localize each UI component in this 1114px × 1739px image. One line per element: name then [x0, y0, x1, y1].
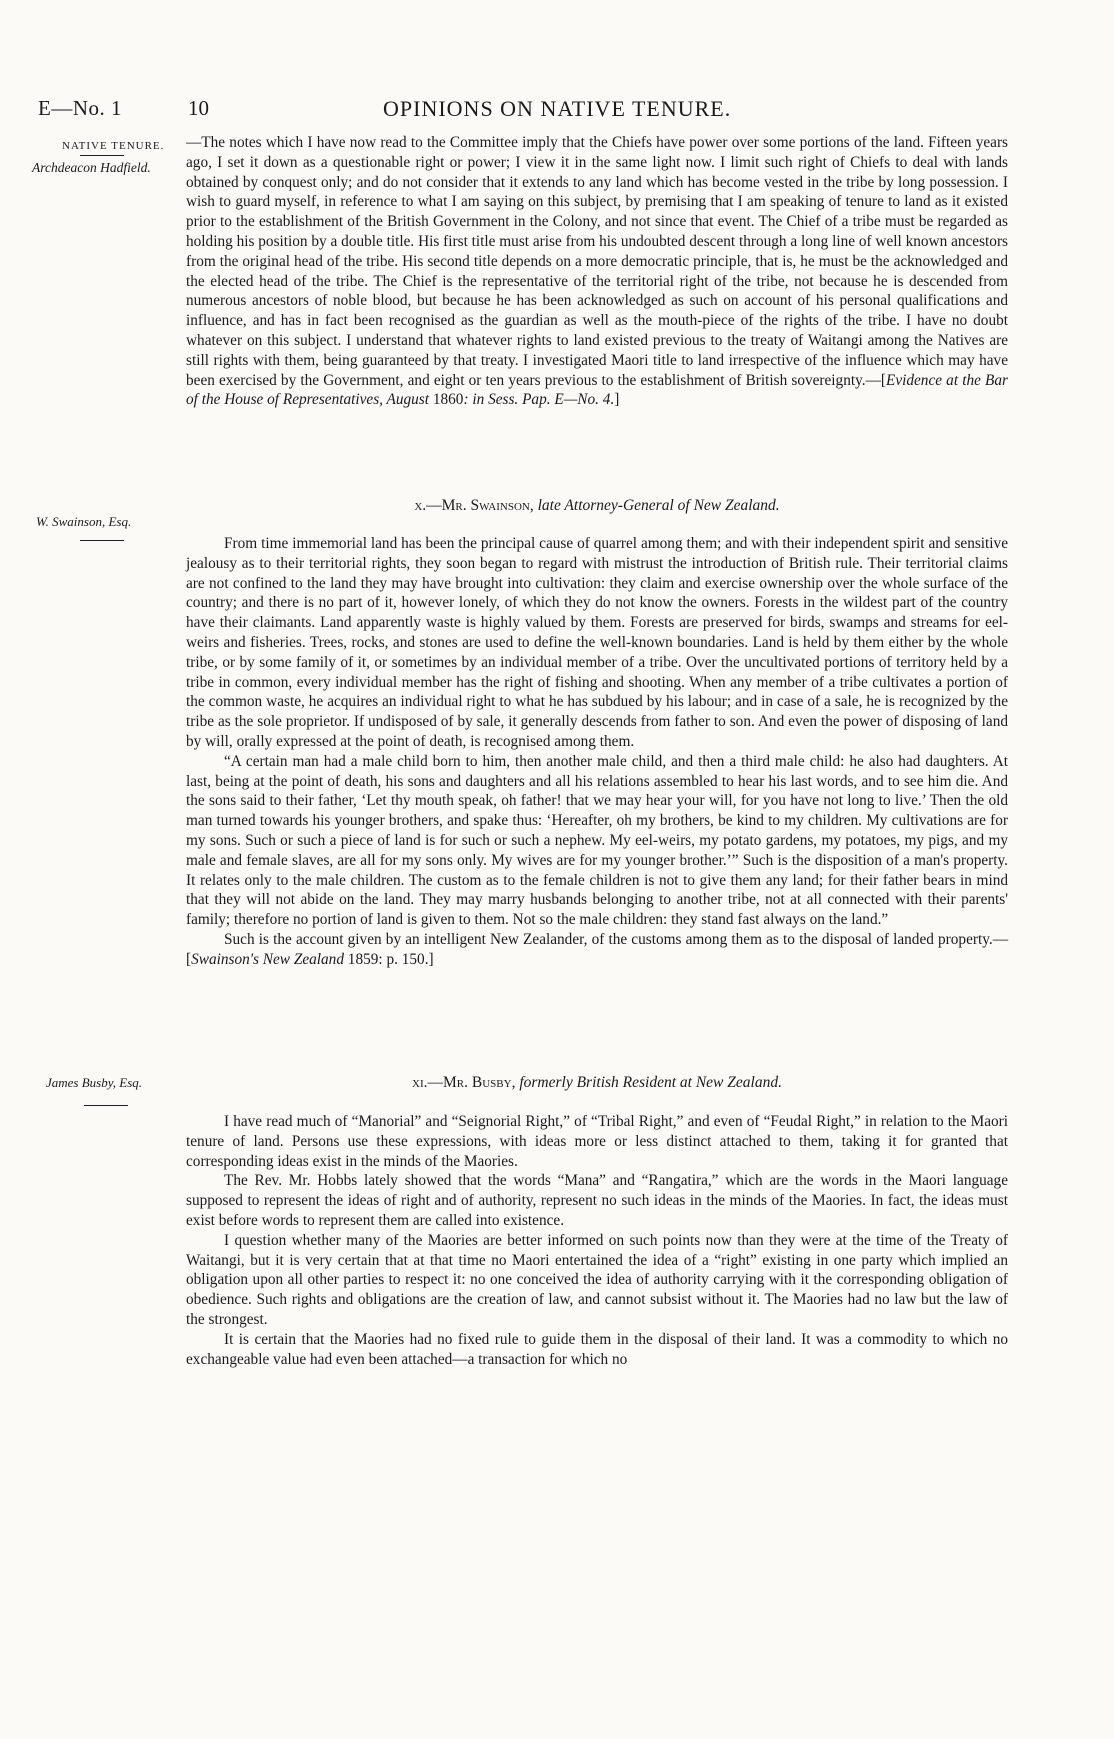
- page-number: 10: [188, 96, 209, 120]
- section-heading-swainson: x.—Mr. Swainson, late Attorney-General of New Zealand.: [414, 497, 780, 514]
- swainson-quotation: “A certain man had a male child born to him, then another male child, and then a third male child: he also had daughters. At last, being at the point of death, his sons and daughters and all his relations assembled to hear his last words, and to see him die. And the sons said to their father, ‘Let thy mouth speak, oh father! that we may hear your will, for you have not long to live.’ Then the old man turned towards his younger brothers, and spake thus: ‘Hereafter, oh my brothers, be kind to my children. My cultivations are for my sons. Such or such a piece of land is for such or such a nephew. My eel-weirs, my potato gardens, my potatoes, my pigs, and my male and female slaves, are all for my sons only. My wives are for my younger brother.’” Such is the disposition of a man's property. It relates only to the male children. The custom as to the female children is not to give them any land; for their father bears in mind that they will not abide on the land. They may marry husbands belonging to another tribe, not at all connected with their parents' family; therefore no portion of land is given to them. Not so the male children: they stand fast always on the land.”: [186, 752, 1008, 929]
- page-title: OPINIONS ON NATIVE TENURE.: [383, 96, 732, 121]
- swainson-paragraph: From time immemorial land has been the principal cause of quarrel among them; and with their independent spirit and sensitive jealousy as to their territorial rights, they soon began to regard with mistrust the introduction of British rule. Their territorial claims are not confined to the land they may have brought into cultivation: they claim and exercise ownership over the whole surface of the country; and there is no part of it, however lonely, of which they do not know the owners. Forests in the wildest part of the country have their claimants. Land apparently waste is highly valued by them. Forests are preserved for birds, swamps and streams for eel-weirs and fisheries. Trees, rocks, and stones are used to define the well-known boundaries. Land is held by them either by the whole tribe, or by some family of it, or sometimes by an individual member of a tribe. Over the uncultivated portions of territory held by a tribe in common, every individual member has the right of fishing and shooting. When any member of a tribe cultivates a portion of the common waste, he acquires an individual right to what he has subdued by his labour; and in case of a sale, he is recognized by the tribe as the sole proprietor. If undisposed of by sale, it generally descends from father to son. And even the power of disposing of land by will, orally expressed at the point of death, is recognised among them.: [186, 535, 1008, 750]
- swainson-citation: Swainson's New Zealand: [191, 950, 344, 968]
- hadfield-citation: Evidence at the Bar of the House of Representatives, August: [186, 371, 1009, 409]
- busby-paragraph: The Rev. Mr. Hobbs lately showed that the words “Mana” and “Rangatira,” which are the words in the Maori language supposed to represent the ideas of right and of authority, represent no such ideas in the minds of the Maories. In fact, the ideas must exist before words to represent them are called into existence.: [186, 1172, 1008, 1229]
- section-heading-busby: xi.—Mr. Busby, formerly British Resident at New Zealand.: [412, 1074, 782, 1091]
- busby-paragraph: I have read much of “Manorial” and “Seignorial Right,” of “Tribal Right,” and even of “Feudal Right,” in relation to the Maori tenure of land. Persons use these expressions, with ideas more or less distinct attached to them, taking it for granted that corresponding ideas exist in the minds of the Maories.: [186, 1113, 1008, 1170]
- swainson-paragraph: Such is the account given by an intelligent New Zealander, of the customs among them as to the disposal of landed property.—[Swainson's New Zealand 1859: p. 150.]: [186, 930, 1008, 968]
- busby-text: [186, 1112, 1008, 1369]
- margin-rule: [84, 1105, 128, 1106]
- hadfield-evidence: [186, 133, 1008, 410]
- hadfield-paragraph: —The notes which I have now read to the Committee imply that the Chiefs have power over some portions of the land. Fifteen years ago, I set it down as a questionable right or power; I view it in the same light now. I limit such right of Chiefs to deal with lands obtained by conquest only; and do not consider that it extends to any land which has become vested in the tribe by long possession. I wish to guard myself, in reference to what I am saying on this subject, by premising that I am speaking of tenure to land as it existed prior to the establishment of the British Government in the Colony, and not since that event. The Chief of a tribe must be regarded as holding his position by a double title. His first title must arise from his undoubted descent through a long line of well known ancestors from the original head of the tribe. His second title depends on a more democratic principle, that is, he must be the acknowledged and the elected head of the tribe. The Chief is the representative of the territorial right of the tribe, not because he is descended from numerous ancestors of noble blood, but because he has been acknowledged as such on account of his personal qualifications and influence, and has in fact been recognised as the guardian as well as the mouth-piece of the rights of the tribe. I have no doubt whatever on this subject. I understand that whatever rights to land existed previous to the treaty of Waitangi among the Natives are still rights with them, being guaranteed by that treaty. I investigated Maori title to land irrespective of the influence which may have been exercised by the Government, and eight or ten years previous to the establishment of British sovereignty.—[Evidence at the Bar of the House of Representatives, August 1860: in Sess. Pap. E—No. 4.]: [186, 134, 1009, 409]
- margin-rule: [80, 155, 124, 156]
- busby-paragraph: It is certain that the Maories had no fixed rule to guide them in the disposal of their land. It was a commodity to which no exchangeable value had even been attached—a transaction for which no: [186, 1330, 1008, 1368]
- busby-paragraph: I question whether many of the Maories are better informed on such points now than they were at the time of the Treaty of Waitangi, but it is very certain that at that time no Maori entertained the idea of a “right” existing in one party which implied an obligation upon all other parties to respect it: no one conceived the idea of authority carrying with it the corresponding obligation of obedience. Such rights and obligations are the creation of law, and cannot subsist without it. The Maories had no law but the law of the strongest.: [186, 1231, 1008, 1328]
- margin-rule: [80, 540, 124, 541]
- margin-note-hadfield: Archdeacon Hadfield.: [32, 160, 151, 175]
- margin-note-busby: James Busby, Esq.: [46, 1075, 143, 1090]
- running-header: [38, 96, 1014, 126]
- paper-reference: E—No. 1: [38, 96, 122, 120]
- swainson-text: [186, 534, 1008, 970]
- margin-note-swainson: W. Swainson, Esq.: [36, 514, 132, 529]
- margin-note-native-tenure: NATIVE TENURE.: [62, 140, 165, 152]
